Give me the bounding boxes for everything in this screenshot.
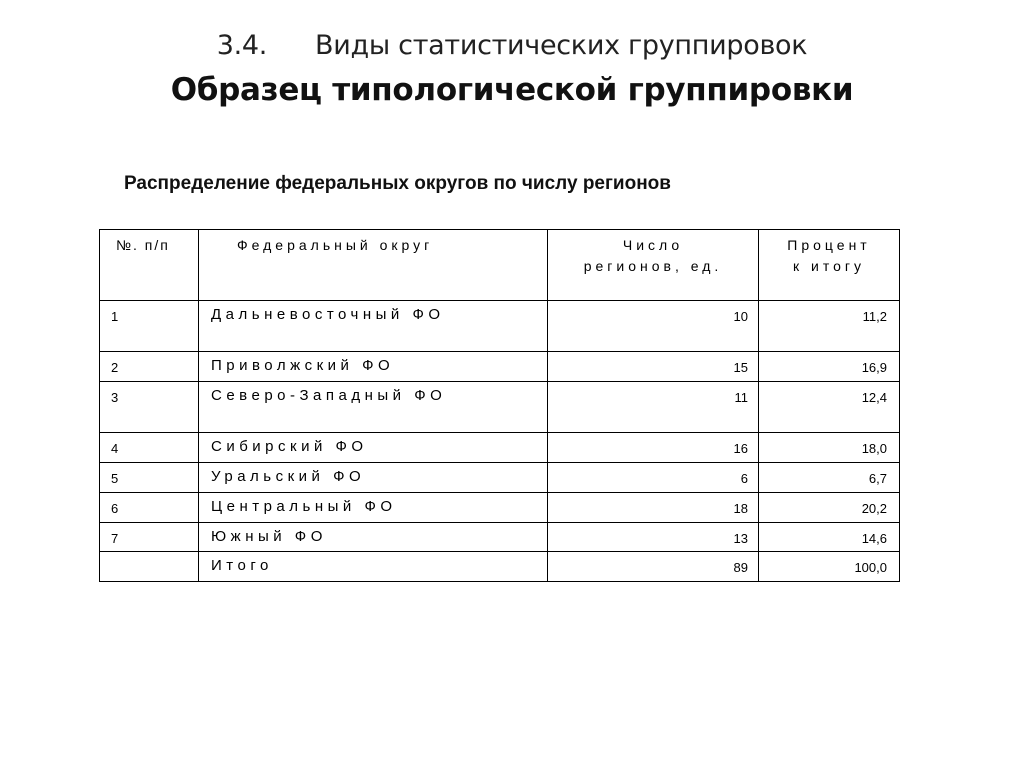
row-percent: 6,7 <box>759 463 900 493</box>
header-count <box>548 230 759 301</box>
row-district: Итого <box>199 552 548 582</box>
table-header-row <box>100 230 900 301</box>
table-caption: Распределение федеральных округов по числу регионов <box>124 173 671 194</box>
row-percent: 100,0 <box>759 552 900 582</box>
section-number: 3.4. <box>216 30 268 61</box>
row-count: 89 <box>548 552 759 582</box>
row-count: 18 <box>548 493 759 523</box>
header-district: Федеральный округ <box>199 230 548 301</box>
table-total-row <box>100 552 900 582</box>
row-number <box>100 552 199 582</box>
row-percent: 14,6 <box>759 523 900 552</box>
header-percent <box>759 230 900 301</box>
header-num: №. п/п <box>100 230 199 301</box>
row-number: 7 <box>100 523 199 552</box>
section-heading <box>0 30 1024 61</box>
row-count: 15 <box>548 352 759 382</box>
header-count-line2: регионов, ед. <box>583 258 723 274</box>
header-percent-line2: к итогу <box>793 258 865 274</box>
row-count: 10 <box>548 301 759 352</box>
row-district: Уральский ФО <box>199 463 548 493</box>
page-title: Образец типологической группировки <box>170 72 854 108</box>
row-percent: 20,2 <box>759 493 900 523</box>
header-percent-line1: Процент <box>787 237 871 253</box>
table-row <box>100 433 900 463</box>
row-district: Северо-Западный ФО <box>199 382 548 433</box>
row-number: 3 <box>100 382 199 433</box>
row-count: 11 <box>548 382 759 433</box>
row-district: Дальневосточный ФО <box>199 301 548 352</box>
row-percent: 18,0 <box>759 433 900 463</box>
header-count-line1: Число <box>622 237 684 253</box>
table-row <box>100 301 900 352</box>
row-number: 1 <box>100 301 199 352</box>
row-number: 6 <box>100 493 199 523</box>
row-count: 16 <box>548 433 759 463</box>
table-row <box>100 463 900 493</box>
row-count: 6 <box>548 463 759 493</box>
row-percent: 12,4 <box>759 382 900 433</box>
row-number: 4 <box>100 433 199 463</box>
row-district: Южный ФО <box>199 523 548 552</box>
row-district: Центральный ФО <box>199 493 548 523</box>
row-number: 2 <box>100 352 199 382</box>
row-count: 13 <box>548 523 759 552</box>
section-title: Виды статистических группировок <box>315 30 808 61</box>
districts-table <box>99 229 900 582</box>
row-district: Сибирский ФО <box>199 433 548 463</box>
row-number: 5 <box>100 463 199 493</box>
row-percent: 16,9 <box>759 352 900 382</box>
table-row <box>100 352 900 382</box>
row-district: Приволжский ФО <box>199 352 548 382</box>
table-row <box>100 382 900 433</box>
table-row <box>100 523 900 552</box>
table-row <box>100 493 900 523</box>
row-percent: 11,2 <box>759 301 900 352</box>
